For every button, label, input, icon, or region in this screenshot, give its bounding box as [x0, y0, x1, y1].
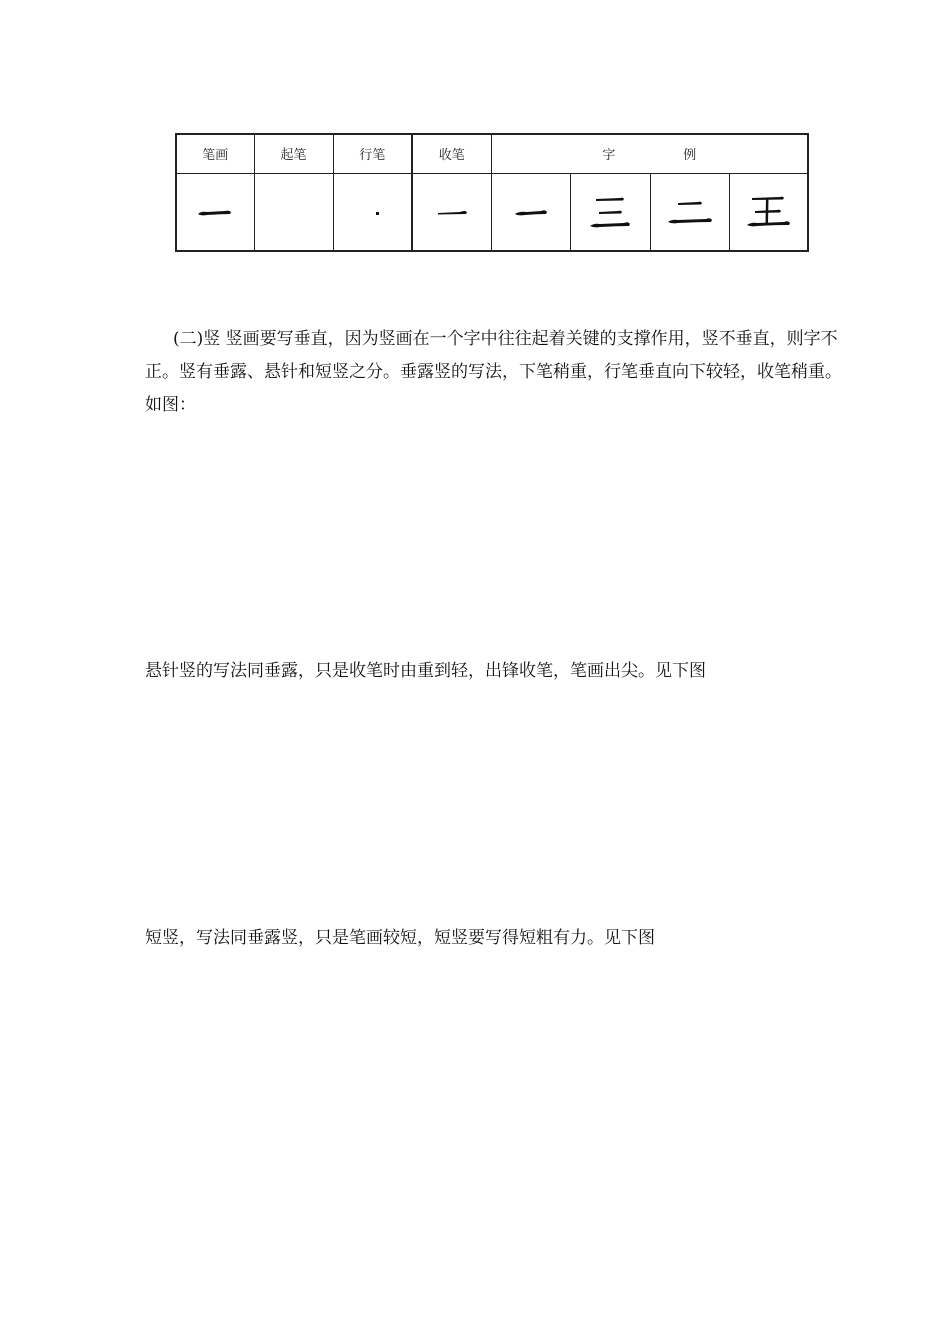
cell-start: [254, 173, 333, 251]
stroke-breakdown-table: [175, 133, 809, 252]
paragraph-needle-vertical: 悬针竖的写法同垂露，只是收笔时由重到轻，出锋收笔，笔画出尖。见下图: [145, 661, 706, 681]
example-cell-3: [650, 173, 729, 251]
cell-end: [412, 173, 491, 251]
header-examples-char1: 字: [602, 148, 616, 164]
header-end: 收笔: [412, 134, 491, 173]
table-glyph-row: [176, 173, 808, 251]
example-char-san: [582, 188, 638, 236]
paragraph-short-vertical: 短竖，写法同垂露竖，只是笔画较短，短竖要写得短粗有力。见下图: [145, 928, 655, 948]
paragraph-vertical-intro: (二)竖 竖画要写垂直，因为竖画在一个字中往往起着关键的支撑作用，竖不垂直，则字不正。竖有垂露、悬针和短竖之分。垂露竖的写法，下笔稍重，行笔垂直向下较轻，收笔稍重。如图：: [145, 329, 842, 415]
header-stroke: 笔画: [176, 134, 254, 173]
example-char-wang: [740, 188, 796, 236]
horizontal-stroke-icon: [195, 202, 235, 222]
example-char-yi: [507, 192, 555, 232]
example-cell-4: [729, 173, 808, 251]
header-start: 起笔: [254, 134, 333, 173]
example-cell-2: [570, 173, 650, 251]
cell-stroke: [176, 173, 254, 251]
example-cell-1: [491, 173, 570, 251]
example-char-er: [662, 188, 718, 236]
table-header-row: [176, 134, 808, 173]
header-examples: [491, 134, 808, 173]
header-middle: 行笔: [333, 134, 412, 173]
horizontal-stroke-end-icon: [432, 202, 472, 222]
header-examples-char2: 例: [683, 148, 697, 164]
cell-middle: [333, 173, 412, 251]
dot-icon: [352, 202, 392, 222]
